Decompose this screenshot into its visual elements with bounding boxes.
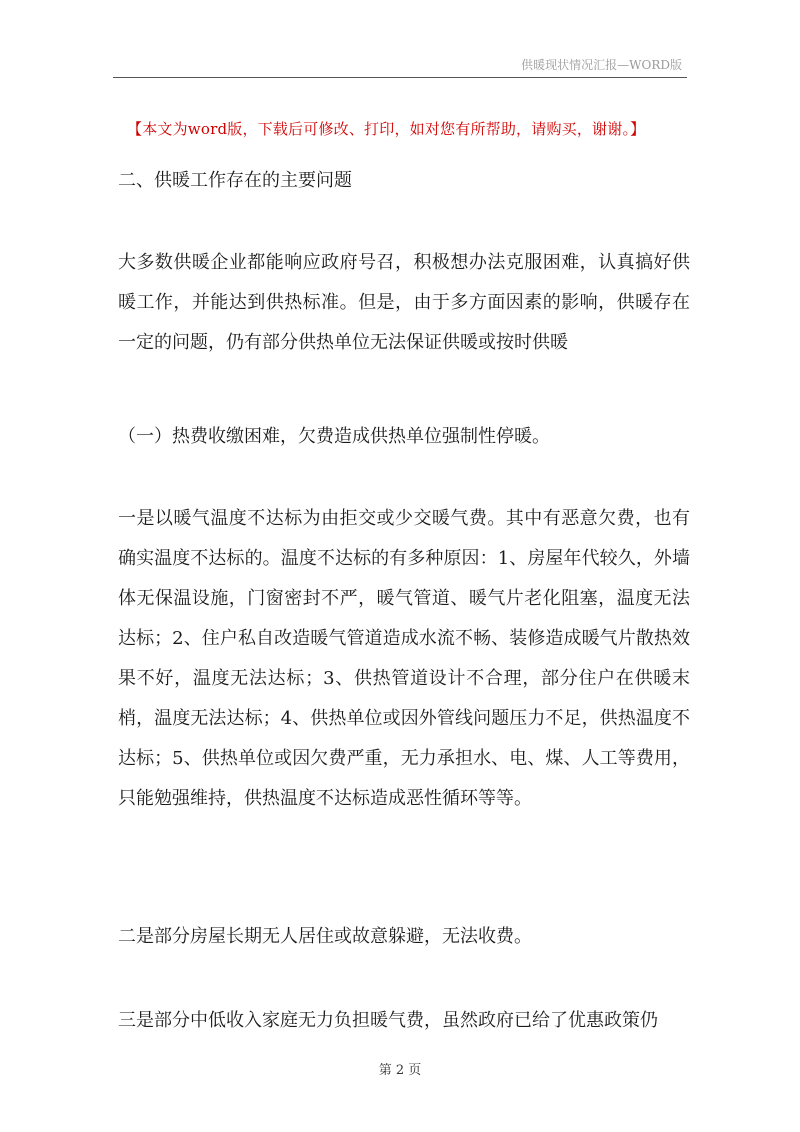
subsection-heading: （一）热费收缴困难，欠费造成供热单位强制性停暖。 [118, 426, 550, 447]
body-paragraph-third-reason: 三是部分中低收入家庭无力负担暖气费，虽然政府已给了优惠政策仍 [118, 1010, 658, 1031]
download-notice: 【本文为word版，下载后可修改、打印，如对您有所帮助，请购买，谢谢。】 [127, 120, 646, 138]
body-paragraph-second-reason: 二是部分房屋长期无人居住或故意躲避，无法收费。 [118, 926, 532, 947]
header-title: 供暖现状情况汇报—WORD版 [521, 58, 682, 72]
body-paragraph-first-reason: 一是以暖气温度不达标为由拒交或少交暖气费。其中有恶意欠费，也有确实温度不达标的。温度不达标的有多种原因：1、房屋年代较久，外墙体无保温设施，门窗密封不严，暖气管道、暖气片老化阻塞，温度无法达标；2、住户私自改造暖气管道造成水流不畅、装修造成暖气片散热效果不好，温度无法达标；3、供热管道设计不合理，部分住户在供暖末梢，温度无法达标；4、供热单位或因外管线问题压力不足，供热温度不达标；5、供热单位或因欠费严重，无力承担水、电、煤、人工等费用，只能勉强维持，供热温度不达标造成恶性循环等等。 [118, 508, 690, 809]
header-divider [113, 77, 687, 78]
page-number: 第 2 页 [378, 1063, 422, 1078]
section-heading: 二、供暖工作存在的主要问题 [118, 170, 352, 191]
body-paragraph-intro: 大多数供暖企业都能响应政府号召，积极想办法克服困难，认真搞好供暖工作，并能达到供热标准。但是，由于多方面因素的影响，供暖存在一定的问题，仍有部分供热单位无法保证供暖或按时供暖 [118, 252, 690, 353]
